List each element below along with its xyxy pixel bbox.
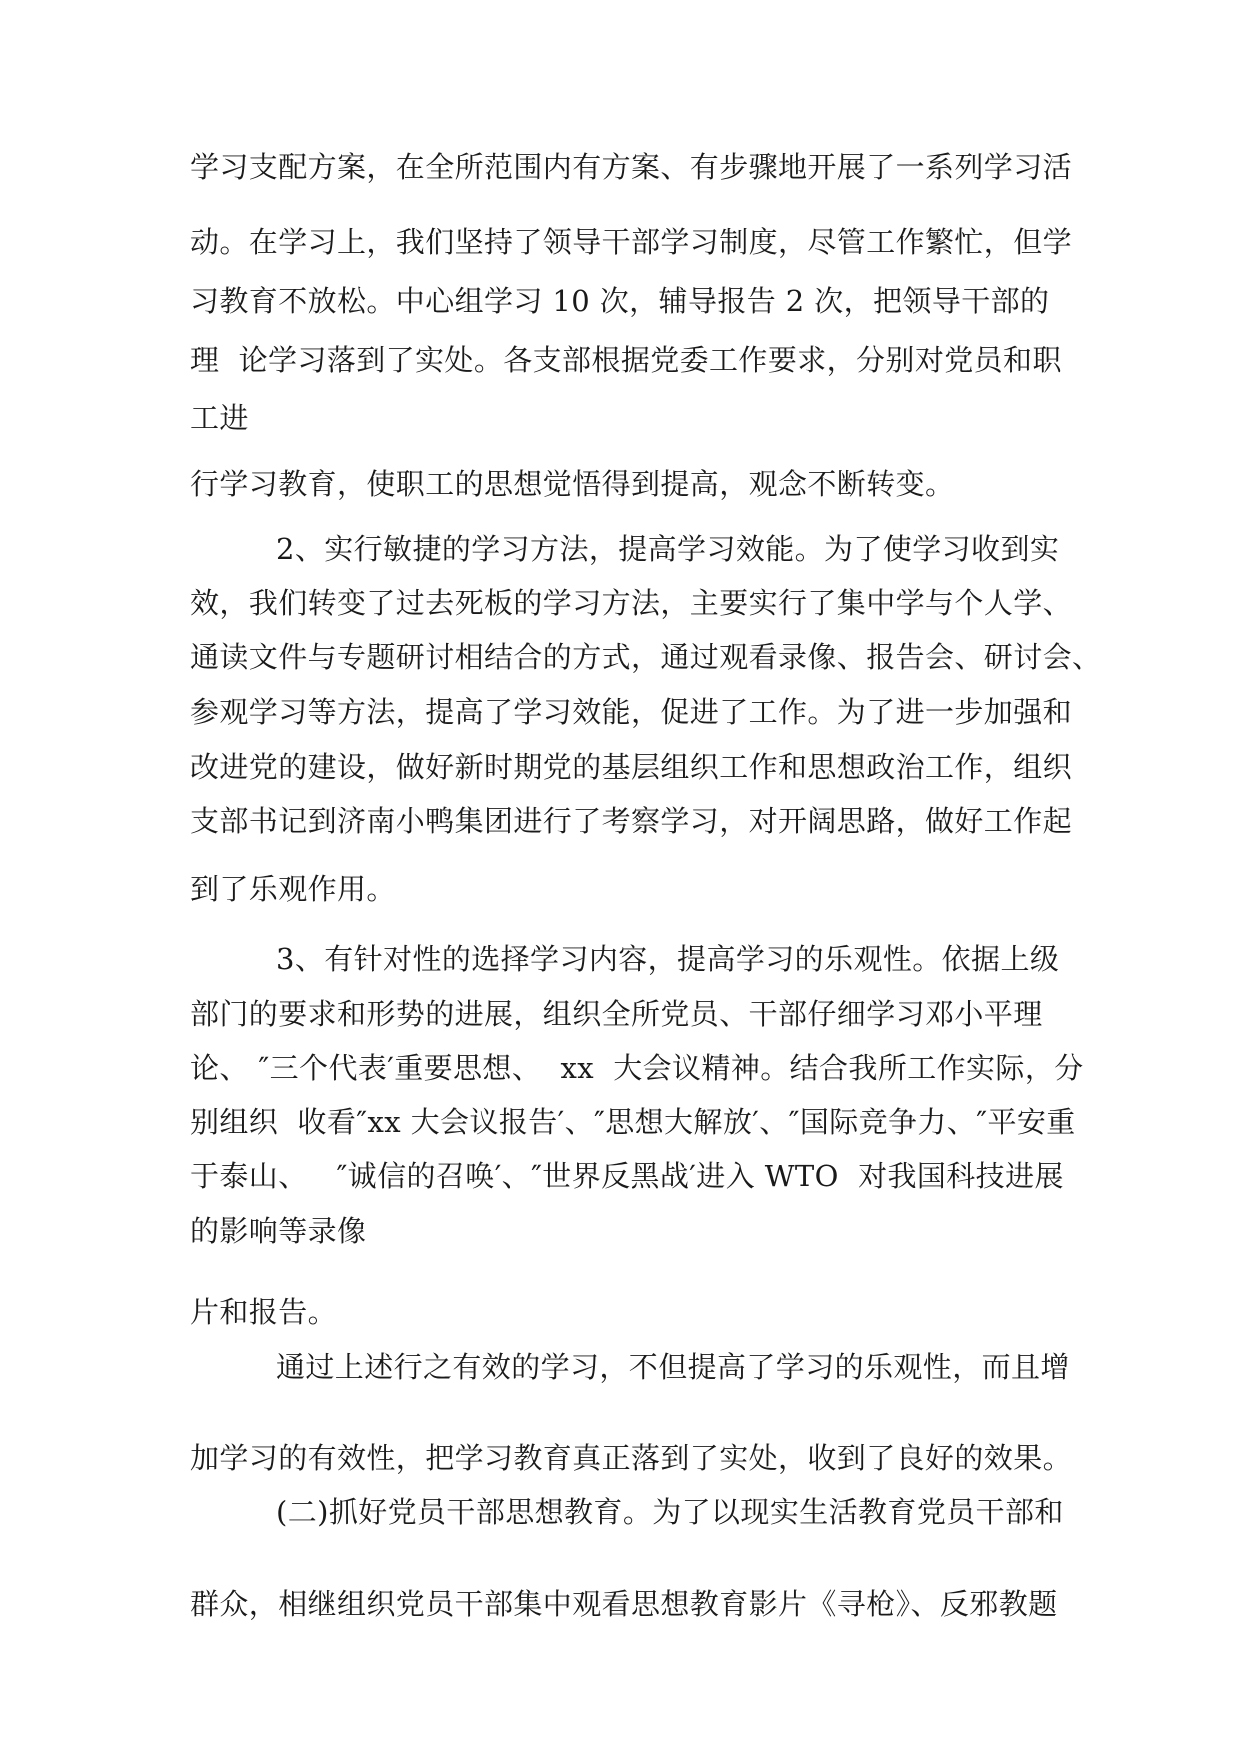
text-line: 理 论学习落到了实处。各支部根据党委工作要求，分别对党员和职 [190, 343, 1062, 377]
text-line: 到了乐观作用。 [190, 872, 396, 906]
text-line: 学习支配方案，在全所范围内有方案、有步骤地开展了一系列学习活 [190, 150, 1073, 184]
text-line: 群众，相继组织党员干部集中观看思想教育影片《寻枪》、反邪教题 [190, 1587, 1058, 1621]
text-line: 效，我们转变了过去死板的学习方法，主要实行了集中学与个人学、 [190, 586, 1073, 620]
text-line: 片和报告。 [190, 1295, 338, 1329]
text-line: 别组织 收看″xx 大会议报告′、″思想大解放′、″国际竞争力、″平安重 [190, 1105, 1076, 1139]
text-line: 工进 [190, 401, 249, 435]
text-line: 行学习教育，使职工的思想觉悟得到提高，观念不断转变。 [190, 467, 955, 501]
text-line: 2、实行敏捷的学习方法，提高学习效能。为了使学习收到实 [276, 532, 1060, 566]
text-line: 通读文件与专题研讨相结合的方式，通过观看录像、报告会、研讨会、 [190, 640, 1102, 674]
text-line: 改进党的建设，做好新时期党的基层组织工作和思想政治工作，组织 [190, 750, 1073, 784]
text-line: 的影响等录像 [190, 1214, 367, 1248]
text-line: 参观学习等方法，提高了学习效能，促进了工作。为了进一步加强和 [190, 695, 1073, 729]
text-line: 部门的要求和形势的进展，组织全所党员、干部仔细学习邓小平理 [190, 997, 1043, 1031]
text-line: 于泰山、 ″诚信的召唤′、″世界反黑战′进入 WTO 对我国科技进展 [190, 1159, 1064, 1193]
text-line: 习教育不放松。中心组学习 10 次，辅导报告 2 次，把领导干部的 [190, 284, 1050, 318]
text-line: 论、 ″三个代表′重要思想、 xx 大会议精神。结合我所工作实际，分 [190, 1051, 1084, 1085]
text-line: 支部书记到济南小鸭集团进行了考察学习，对开阔思路，做好工作起 [190, 804, 1073, 838]
text-line: (二)抓好党员干部思想教育。为了以现实生活教育党员干部和 [276, 1495, 1064, 1529]
text-line: 加学习的有效性，把学习教育真正落到了实处，收到了良好的效果。 [190, 1441, 1073, 1475]
text-line: 通过上述行之有效的学习，不但提高了学习的乐观性，而且增 [276, 1350, 1070, 1384]
text-line: 3、有针对性的选择学习内容，提高学习的乐观性。依据上级 [276, 942, 1060, 976]
text-line: 动。在学习上，我们坚持了领导干部学习制度，尽管工作繁忙，但学 [190, 225, 1073, 259]
